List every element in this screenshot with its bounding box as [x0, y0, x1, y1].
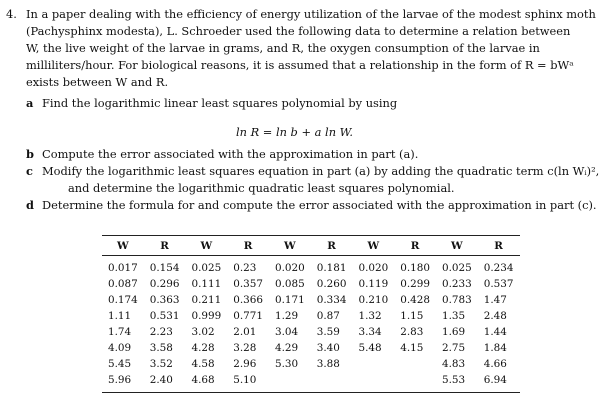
table-cell: 5.30: [275, 358, 299, 370]
column-header: W: [436, 236, 478, 256]
part-c: [26, 163, 606, 197]
table-row: [102, 276, 520, 292]
table-cell: [394, 372, 436, 393]
table-cell: 2.23: [149, 326, 173, 338]
table-cell: [353, 356, 395, 372]
table-cell: 0.234: [483, 262, 514, 274]
data-table: [102, 235, 520, 393]
column-header: W: [353, 236, 395, 256]
table-cell: 0.210: [358, 294, 389, 306]
data-table-wrapper: [102, 235, 518, 393]
table-cell: 3.88: [316, 358, 340, 370]
table-cell: 1.69: [442, 326, 466, 338]
table-cell: [311, 372, 353, 393]
table-cell: 0.363: [149, 294, 180, 306]
table-cell: 5.45: [108, 358, 132, 370]
table-cell: 0.299: [400, 278, 430, 290]
table-cell: 0.357: [233, 278, 263, 290]
column-header: R: [227, 236, 269, 256]
table-cell: 0.017: [108, 262, 138, 274]
part-d: [26, 197, 606, 214]
table-row: [102, 356, 520, 372]
table-row: [102, 324, 520, 340]
column-header: R: [394, 236, 436, 256]
part-a: [26, 95, 606, 112]
table-cell: 2.83: [400, 326, 424, 338]
problem-intro: [26, 6, 604, 91]
table-cell: 0.783: [442, 294, 472, 306]
table-cell: 3.52: [149, 358, 173, 370]
table-cell: 5.48: [358, 342, 382, 354]
table-cell: 2.75: [442, 342, 466, 354]
part-text: Determine the formula for and compute the error associated with the approximation in part (c).: [42, 198, 597, 212]
table-cell: 0.260: [316, 278, 347, 290]
table-cell: 0.23: [233, 262, 257, 274]
table-cell: 1.44: [483, 326, 507, 338]
table-body: [102, 256, 520, 393]
table-cell: 0.233: [442, 278, 472, 290]
table-cell: 5.96: [108, 374, 132, 386]
table-cell: 4.29: [275, 342, 299, 354]
table-cell: 0.428: [400, 294, 430, 306]
table-cell: 0.211: [191, 294, 222, 306]
column-header: R: [311, 236, 353, 256]
table-cell: 0.020: [275, 262, 305, 274]
intro-line: (Pachysphinx modesta), L. Schroeder used the following data to determine a relation between: [26, 24, 571, 38]
part-text: Modify the logarithmic least squares equation in part (a) by adding the quadratic term c(ln Wᵢ)²,: [42, 164, 600, 178]
table-cell: 0.999: [191, 310, 222, 322]
part-text-continued: and determine the logarithmic quadratic least squares polynomial.: [68, 181, 455, 195]
intro-line: In a paper dealing with the efficiency of energy utilization of the larvae of the modest sphinx moth: [26, 7, 596, 21]
table-row: [102, 292, 520, 308]
table-cell: 5.10: [233, 374, 257, 386]
table-cell: 0.87: [316, 310, 340, 322]
table-header-row: [102, 236, 520, 256]
table-cell: 4.68: [191, 374, 215, 386]
table-cell: 0.020: [358, 262, 389, 274]
table-cell: 4.66: [483, 358, 507, 370]
column-header: R: [478, 236, 520, 256]
table-row: [102, 340, 520, 356]
problem-number: 4.: [6, 7, 17, 21]
table-cell: 0.174: [108, 294, 138, 306]
part-text: Compute the error associated with the approximation in part (a).: [42, 147, 419, 161]
table-cell: 0.087: [108, 278, 138, 290]
table-cell: 3.04: [275, 326, 299, 338]
table-cell: 1.32: [358, 310, 382, 322]
table-cell: 0.154: [149, 262, 180, 274]
table-row: [102, 256, 520, 277]
table-cell: 4.09: [108, 342, 132, 354]
table-cell: [394, 356, 436, 372]
table-cell: 0.119: [358, 278, 389, 290]
table-cell: 1.47: [483, 294, 507, 306]
intro-line: milliliters/hour. For biological reasons, it is assumed that a relationship in the form of R = bWᵃ: [26, 58, 574, 72]
table-cell: 2.96: [233, 358, 257, 370]
table-cell: 0.171: [275, 294, 305, 306]
table-cell: 3.28: [233, 342, 257, 354]
part-label: b: [26, 147, 34, 161]
table-cell: 0.771: [233, 310, 263, 322]
table-cell: 3.02: [191, 326, 215, 338]
part-b: [26, 146, 606, 163]
table-cell: 0.025: [191, 262, 222, 274]
table-cell: 2.48: [483, 310, 507, 322]
table-cell: 4.58: [191, 358, 215, 370]
intro-line: W, the live weight of the larvae in grams, and R, the oxygen consumption of the larvae in: [26, 41, 540, 55]
problem-statement: [6, 6, 604, 91]
table-cell: 4.28: [191, 342, 215, 354]
table-row: [102, 308, 520, 324]
table-cell: [269, 372, 311, 393]
table-cell: 0.334: [316, 294, 347, 306]
column-header: W: [186, 236, 228, 256]
table-cell: 4.83: [442, 358, 466, 370]
table-cell: 1.35: [442, 310, 466, 322]
table-cell: 0.296: [149, 278, 180, 290]
table-cell: 0.180: [400, 262, 430, 274]
table-cell: 1.11: [108, 310, 132, 322]
problem-parts: [26, 95, 606, 214]
table-cell: 1.74: [108, 326, 132, 338]
table-cell: 3.59: [316, 326, 340, 338]
table-cell: 0.366: [233, 294, 263, 306]
part-text: Find the logarithmic linear least squares polynomial by using: [42, 96, 398, 110]
table-cell: [353, 372, 395, 393]
column-header: W: [269, 236, 311, 256]
table-cell: 0.025: [442, 262, 472, 274]
table-cell: 0.181: [316, 262, 347, 274]
table-cell: 1.84: [483, 342, 507, 354]
table-cell: 0.531: [149, 310, 180, 322]
table-cell: 5.53: [442, 374, 466, 386]
part-label: d: [26, 198, 34, 212]
table-cell: 1.15: [400, 310, 424, 322]
column-header: R: [144, 236, 186, 256]
table-cell: 0.537: [483, 278, 514, 290]
table-cell: 2.01: [233, 326, 257, 338]
part-label: c: [26, 164, 33, 178]
table-cell: 6.94: [483, 374, 507, 386]
table-cell: 3.40: [316, 342, 340, 354]
table-row: [102, 372, 520, 393]
table-cell: 0.111: [191, 278, 222, 290]
table-cell: 0.085: [275, 278, 305, 290]
part-label: a: [26, 96, 34, 110]
column-header: W: [102, 236, 144, 256]
table-cell: 4.15: [400, 342, 424, 354]
table-cell: 1.29: [275, 310, 299, 322]
log-linear-equation: ln R = ln b + a ln W.: [236, 125, 353, 139]
table-cell: 3.58: [149, 342, 173, 354]
intro-line: exists between W and R.: [26, 75, 169, 89]
table-cell: 3.34: [358, 326, 382, 338]
table-cell: 2.40: [149, 374, 173, 386]
